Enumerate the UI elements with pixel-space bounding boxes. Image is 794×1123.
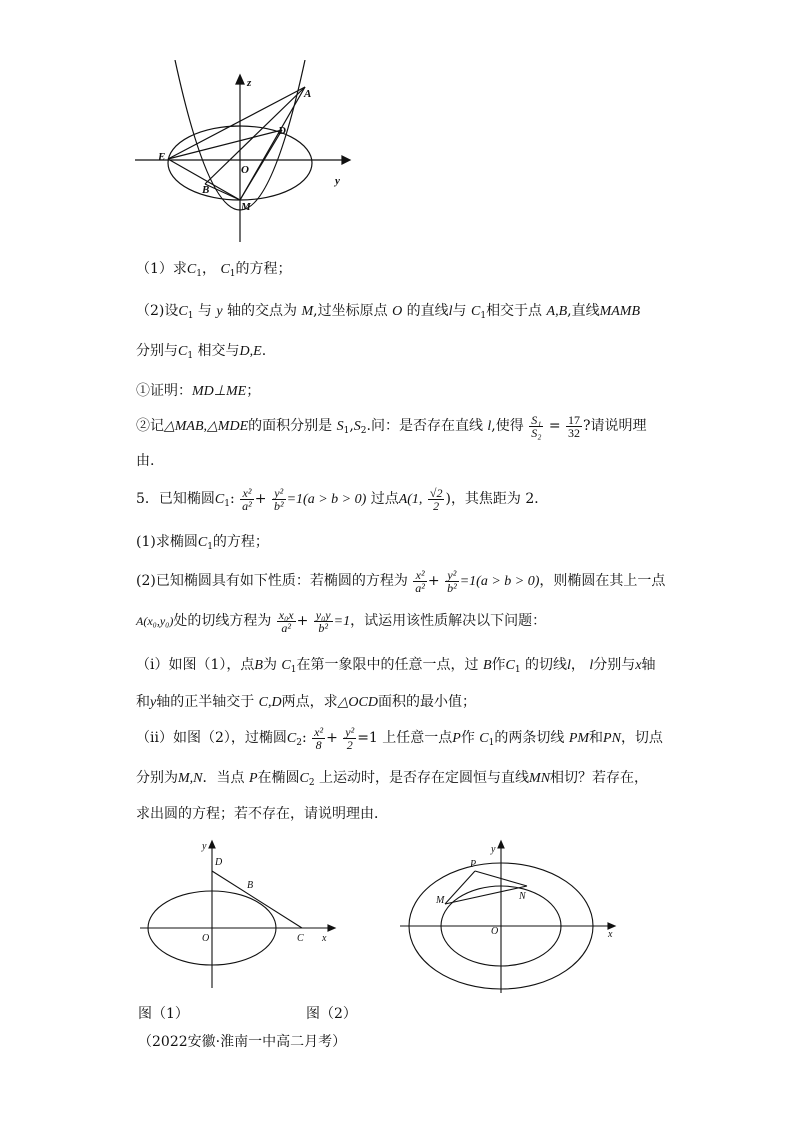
figure-2-caption: 图（2）: [306, 1006, 357, 1022]
q5-intro: 5．已知椭圆$C_1$: $\frac{\text{x²}}{\text{a²}}$ + $\frac{\text{y²}}{\text{b²}}$ =1(a > b > 0) 过点A(1, $\frac{√2}{2}$ )，其焦距为 2．: [136, 485, 549, 513]
fig1-label-D: D: [215, 857, 223, 868]
label-M: M: [241, 201, 251, 213]
label-z: z: [247, 77, 252, 89]
fig1-label-y: y: [202, 841, 207, 852]
fig1-label-B: B: [247, 880, 254, 891]
figure-1-caption: 图（1）: [138, 1006, 189, 1022]
q5-subpart-ii-line3: 求出圆的方程；若不存在，请说明理由．: [136, 806, 388, 822]
fig2-label-y: y: [491, 844, 496, 855]
source-note: （2022安徽·淮南一中高二月考）: [138, 1034, 347, 1050]
figure-2: [400, 838, 620, 998]
fig1-label-x: x: [322, 933, 327, 944]
fig2-label-M: M: [436, 895, 445, 906]
label-E: E: [158, 151, 166, 163]
label-A: A: [304, 88, 312, 100]
q4-part1: （1）求$C_1$， $C_1$的方程；: [136, 261, 292, 279]
q4-subpart-i: ①证明：MD⊥ME；: [136, 383, 261, 399]
q5-part2-line1: (2)已知椭圆具有如下性质：若椭圆的方程为 $\frac{\text{x²}}{\text{a²}}$ + $\frac{\text{y²}}{\text{b²}}$ =1(a > b > 0)，则椭圆在其上一点: [136, 567, 666, 595]
fig2-label-P: P: [470, 859, 477, 870]
label-D: D: [278, 125, 286, 137]
q4-subpart-ii: ②记△MAB,△MDE的面积分别是 $S_1,S_2$.问：是否存在直线 l,使得 $\frac{\text{S₁}}{\text{S₂}}$ = $\frac{17}{32}$ ?请说明理: [136, 412, 647, 440]
fig1-label-O: O: [202, 933, 210, 944]
fig2-label-x: x: [608, 929, 613, 940]
label-B: B: [202, 184, 210, 196]
fig2-label-N: N: [519, 891, 526, 902]
label-y: y: [335, 175, 340, 187]
figure-parabola-ellipse: [130, 60, 360, 245]
q5-subpart-ii-line2: 分别为M,N．当点 P在椭圆$C_2$ 上运动时，是否存在定圆恒与直线MN相切？若存在，: [136, 770, 649, 788]
q4-subpart-ii-end: 由.: [136, 453, 155, 469]
q5-subpart-i-line1: （i）如图（1），点B为 $C_1$在第一象限中的任意一点，过 B作$C_1$ 的切线l， l分别与x轴: [136, 657, 656, 675]
fig1-label-C: C: [297, 933, 304, 944]
q5-subpart-i-line2: 和y轴的正半轴交于 C,D两点，求△OCD面积的最小值；: [136, 694, 476, 710]
figure-1: [140, 838, 340, 993]
fig2-label-O: O: [491, 926, 499, 937]
label-O: O: [241, 164, 249, 176]
q4-part2-line1: （2)设$C_1$ 与 y 轴的交点为 M,过坐标原点 O 的直线l与 $C_1$相交于点 A,B,直线MAMB: [136, 303, 641, 321]
q4-part2-line2: 分别与$C_1$ 相交与D,E.: [136, 343, 267, 361]
q5-subpart-ii-line1: （ii）如图（2），过椭圆$C_2$: $\frac{\text{x²}}{8}$ + $\frac{\text{y²}}{2}$ =1 上任意一点P作 $C_1$的两条切线 PM和PN，切点: [136, 724, 663, 752]
q5-part2-line2: A(x₀,y₀)处的切线方程为 $\frac{\text{x₀x}}{\text{a²}}$ + $\frac{\text{y₀y}}{\text{b²}}$ =1，试运用该性质解决以下问题：: [136, 607, 547, 635]
q5-part1: (1)求椭圆$C_1$的方程；: [136, 534, 269, 552]
